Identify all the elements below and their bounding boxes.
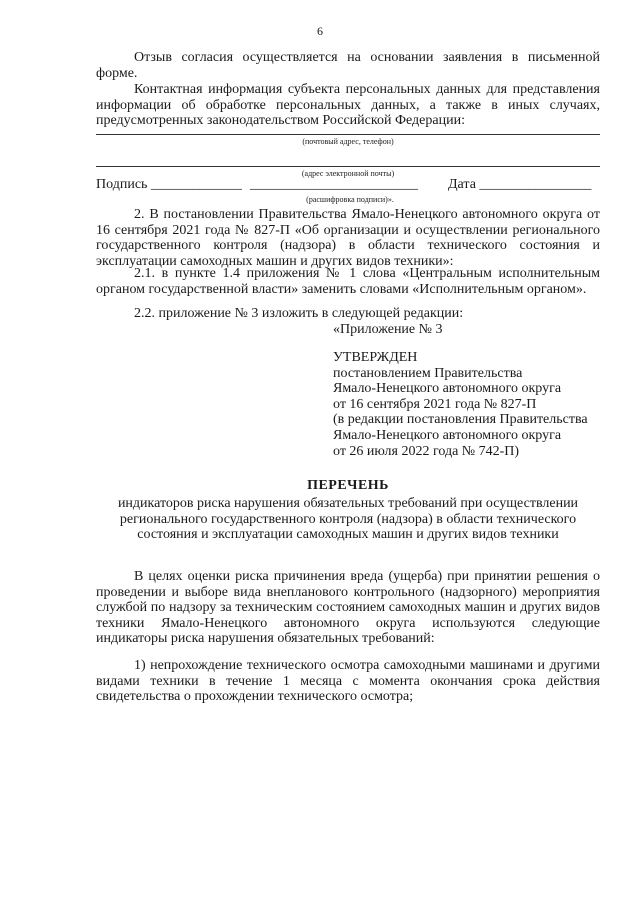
list-title: ПЕРЕЧЕНЬ xyxy=(307,478,389,493)
approval-line: постановлением Правительства xyxy=(333,365,523,381)
point-2-1-paragraph: 2.1. в пункте 1.4 приложения № 1 слова «Центральным исполнительным органом государственной власти» заменить словами «Исполнительным органом». xyxy=(96,266,600,297)
point-2-2-paragraph: 2.2. приложение № 3 изложить в следующей редакции: xyxy=(134,306,464,321)
appendix-label: «Приложение № 3 xyxy=(333,322,443,337)
approval-line: Ямало-Ненецкого автономного округа xyxy=(333,427,562,443)
signature-decoding-line: ________________________ xyxy=(250,177,418,192)
postal-address-line xyxy=(96,134,600,135)
approval-block xyxy=(333,350,613,459)
point-2-paragraph: 2. В постановлении Правительства Ямало-Ненецкого автономного округа от 16 сентября 2021 года № 827-П «Об организации и осуществлении регионального государственного контроля (надзора) в области технического состояния и эксплуатации самоходных машин и других видов техники»: xyxy=(96,207,600,269)
email-line xyxy=(96,166,600,167)
contact-info-paragraph: Контактная информация субъекта персональных данных для представления информации об обработке персональных данных, а также в иных случаях, предусмотренных законодательством Российской Федерации: xyxy=(96,82,600,129)
approval-line: Ямало-Ненецкого автономного округа xyxy=(333,381,562,397)
page-number: 6 xyxy=(317,24,323,38)
approval-line: (в редакции постановления Правительства xyxy=(333,412,588,428)
approval-heading: УТВЕРЖДЕН xyxy=(333,350,418,365)
intro-paragraph: В целях оценки риска причинения вреда (ущерба) при принятии решения о проведении и выборе вида внепланового контрольного (надзорного) мероприятия службой по надзору за техническим состоянием самоходных машин и других видов техники Ямало-Ненецкого автономного округа используются следующие индикаторы риска нарушения обязательных требований: xyxy=(96,569,600,647)
approval-line: от 16 сентября 2021 года № 827-П xyxy=(333,396,537,412)
list-subtitle: индикаторов риска нарушения обязательных требований при осуществлении регионального государственного контроля (надзора) в области технического состояния и эксплуатации самоходных машин и других видов техники xyxy=(117,496,579,543)
signature-decoding-caption: (расшифровка подписи)». xyxy=(306,195,394,204)
approval-line: от 26 июля 2022 года № 742-П) xyxy=(333,443,520,459)
signature-field: Подпись _____________ xyxy=(96,177,242,192)
consent-withdrawal-paragraph: Отзыв согласия осуществляется на основании заявления в письменной форме. xyxy=(96,50,600,81)
email-caption: (адрес электронной почты) xyxy=(301,169,395,178)
postal-address-caption: (почтовый адрес, телефон) xyxy=(302,137,394,146)
date-field: Дата ________________ xyxy=(448,177,592,192)
indicator-1-paragraph: 1) непрохождение технического осмотра самоходными машинами и другими видами техники в течение 1 месяца с момента окончания срока действия свидетельства о прохождении технического осмотра; xyxy=(96,658,600,705)
